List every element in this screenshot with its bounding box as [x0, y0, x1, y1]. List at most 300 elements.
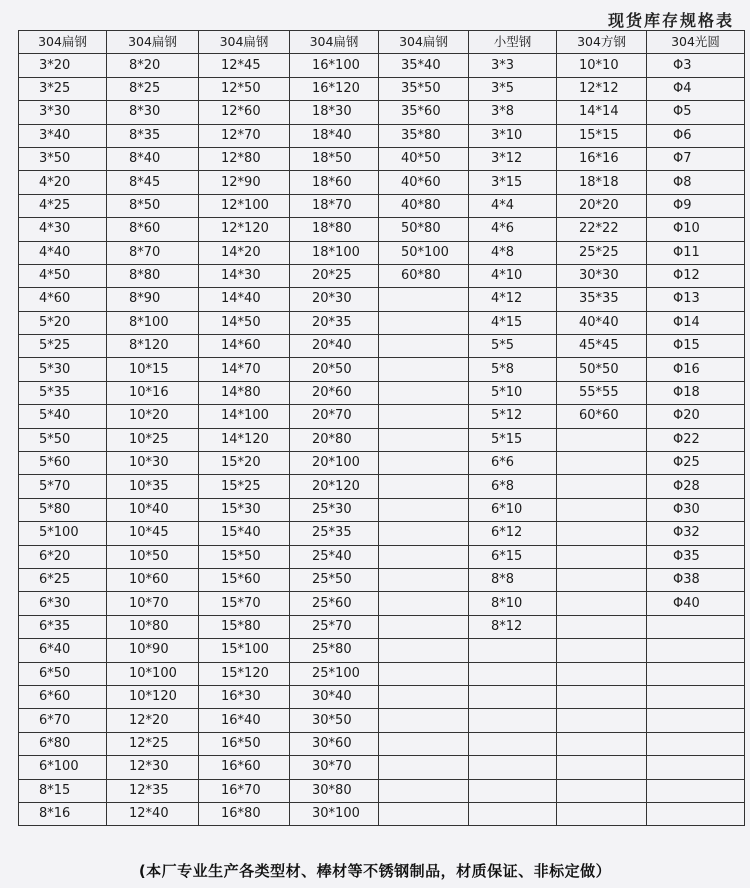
table-cell: Φ4 [647, 77, 745, 100]
table-cell [379, 311, 469, 334]
table-cell [557, 709, 647, 732]
table-cell: 35*50 [379, 77, 469, 100]
table-cell: 12*60 [199, 101, 290, 124]
table-cell: 45*45 [557, 335, 647, 358]
table-cell: 18*60 [290, 171, 379, 194]
table-cell [379, 405, 469, 428]
table-cell: 22*22 [557, 218, 647, 241]
table-cell: 18*30 [290, 101, 379, 124]
table-cell [469, 802, 557, 825]
table-cell: 40*60 [379, 171, 469, 194]
table-cell: 14*100 [199, 405, 290, 428]
table-cell: 8*100 [107, 311, 199, 334]
table-cell [379, 662, 469, 685]
table-cell: 25*30 [290, 498, 379, 521]
table-cell [469, 639, 557, 662]
column-header: 304方钢 [557, 31, 647, 54]
table-cell: 16*16 [557, 147, 647, 170]
table-cell: 3*30 [19, 101, 107, 124]
table-row [19, 428, 745, 451]
table-cell: 15*70 [199, 592, 290, 615]
table-cell [469, 662, 557, 685]
table-cell [379, 639, 469, 662]
table-cell: 8*25 [107, 77, 199, 100]
table-cell: 6*20 [19, 545, 107, 568]
table-cell [379, 358, 469, 381]
table-cell: 4*25 [19, 194, 107, 217]
table-row [19, 802, 745, 825]
table-cell: Φ25 [647, 452, 745, 475]
table-cell: 16*50 [199, 732, 290, 755]
table-cell: 14*30 [199, 264, 290, 287]
table-cell: 10*60 [107, 568, 199, 591]
table-row [19, 124, 745, 147]
table-row [19, 545, 745, 568]
table-cell: 20*30 [290, 288, 379, 311]
table-cell: 4*15 [469, 311, 557, 334]
table-cell: Φ35 [647, 545, 745, 568]
table-cell [557, 568, 647, 591]
table-cell: 16*120 [290, 77, 379, 100]
table-cell [379, 475, 469, 498]
table-row [19, 171, 745, 194]
table-cell: 25*80 [290, 639, 379, 662]
table-cell: 10*40 [107, 498, 199, 521]
table-cell: 3*25 [19, 77, 107, 100]
table-cell [379, 802, 469, 825]
table-cell [557, 756, 647, 779]
table-cell: 15*120 [199, 662, 290, 685]
table-cell: 4*50 [19, 264, 107, 287]
table-cell: 4*10 [469, 264, 557, 287]
table-cell: 4*20 [19, 171, 107, 194]
table-cell: Φ28 [647, 475, 745, 498]
table-row [19, 685, 745, 708]
table-cell [379, 545, 469, 568]
table-cell: 10*16 [107, 381, 199, 404]
table-cell: 60*60 [557, 405, 647, 428]
table-cell: 3*5 [469, 77, 557, 100]
table-cell: 5*50 [19, 428, 107, 451]
table-cell [379, 522, 469, 545]
table-cell: 5*70 [19, 475, 107, 498]
table-row [19, 709, 745, 732]
table-cell: Φ11 [647, 241, 745, 264]
table-cell: 15*80 [199, 615, 290, 638]
table-cell: 18*18 [557, 171, 647, 194]
table-cell: 40*40 [557, 311, 647, 334]
table-cell [647, 756, 745, 779]
table-cell: 40*50 [379, 147, 469, 170]
table-cell: 15*60 [199, 568, 290, 591]
table-cell: 12*20 [107, 709, 199, 732]
table-row [19, 568, 745, 591]
table-cell [647, 662, 745, 685]
table-cell: 5*25 [19, 335, 107, 358]
table-cell [557, 732, 647, 755]
table-cell: 30*100 [290, 802, 379, 825]
table-cell: 5*60 [19, 452, 107, 475]
table-cell: 20*25 [290, 264, 379, 287]
table-cell [557, 615, 647, 638]
table-row [19, 311, 745, 334]
table-cell: 20*20 [557, 194, 647, 217]
table-cell: 5*8 [469, 358, 557, 381]
table-cell: 10*70 [107, 592, 199, 615]
table-cell: 18*100 [290, 241, 379, 264]
table-cell: 16*60 [199, 756, 290, 779]
table-row [19, 264, 745, 287]
table-cell: Φ9 [647, 194, 745, 217]
table-row [19, 732, 745, 755]
table-cell: 8*12 [469, 615, 557, 638]
table-cell: 14*50 [199, 311, 290, 334]
table-cell: 15*50 [199, 545, 290, 568]
table-cell [379, 685, 469, 708]
table-cell: 12*12 [557, 77, 647, 100]
table-cell [647, 639, 745, 662]
table-cell: 4*30 [19, 218, 107, 241]
table-cell: 20*60 [290, 381, 379, 404]
table-cell: Φ5 [647, 101, 745, 124]
table-cell: 5*10 [469, 381, 557, 404]
header-row [19, 31, 745, 54]
table-row [19, 54, 745, 77]
table-cell: 6*60 [19, 685, 107, 708]
table-cell [379, 452, 469, 475]
table-cell [557, 522, 647, 545]
table-cell: 14*20 [199, 241, 290, 264]
table-cell: 4*8 [469, 241, 557, 264]
table-cell: 5*35 [19, 381, 107, 404]
table-cell: 6*70 [19, 709, 107, 732]
table-cell: 10*30 [107, 452, 199, 475]
table-row [19, 475, 745, 498]
table-cell: 5*30 [19, 358, 107, 381]
table-cell: 8*10 [469, 592, 557, 615]
table-cell: 30*70 [290, 756, 379, 779]
table-cell: 3*50 [19, 147, 107, 170]
table-cell: 16*70 [199, 779, 290, 802]
table-cell: 50*50 [557, 358, 647, 381]
table-cell [379, 428, 469, 451]
table-cell: 14*40 [199, 288, 290, 311]
table-cell: 3*10 [469, 124, 557, 147]
table-cell: 3*8 [469, 101, 557, 124]
table-row [19, 194, 745, 217]
table-cell [379, 615, 469, 638]
table-cell: 3*3 [469, 54, 557, 77]
table-cell: 5*100 [19, 522, 107, 545]
table-cell: 30*40 [290, 685, 379, 708]
table-cell [379, 568, 469, 591]
table-cell [557, 779, 647, 802]
table-cell: Φ8 [647, 171, 745, 194]
table-cell [379, 779, 469, 802]
table-cell: 30*80 [290, 779, 379, 802]
table-cell: 8*30 [107, 101, 199, 124]
column-header: 304扁钢 [107, 31, 199, 54]
table-cell: 50*100 [379, 241, 469, 264]
table-cell: 15*15 [557, 124, 647, 147]
column-header: 304光圆 [647, 31, 745, 54]
table-cell: 10*90 [107, 639, 199, 662]
table-cell: 40*80 [379, 194, 469, 217]
table-row [19, 452, 745, 475]
table-cell [647, 615, 745, 638]
table-cell: 8*35 [107, 124, 199, 147]
table-cell [379, 709, 469, 732]
table-cell [647, 685, 745, 708]
table-cell [557, 498, 647, 521]
table-cell [647, 732, 745, 755]
table-cell: 5*40 [19, 405, 107, 428]
table-cell: 12*120 [199, 218, 290, 241]
table-cell: 12*90 [199, 171, 290, 194]
table-cell: 35*40 [379, 54, 469, 77]
table-cell [469, 709, 557, 732]
table-cell: 15*100 [199, 639, 290, 662]
table-row [19, 592, 745, 615]
table-cell: 20*100 [290, 452, 379, 475]
table-cell: Φ40 [647, 592, 745, 615]
table-row [19, 77, 745, 100]
table-cell [647, 709, 745, 732]
table-cell: 6*50 [19, 662, 107, 685]
table-row [19, 358, 745, 381]
table-cell: 20*35 [290, 311, 379, 334]
table-cell: 8*15 [19, 779, 107, 802]
table-cell: 12*45 [199, 54, 290, 77]
table-row [19, 498, 745, 521]
table-cell: Φ16 [647, 358, 745, 381]
spec-table [18, 30, 745, 826]
table-cell: 10*50 [107, 545, 199, 568]
table-cell: 25*100 [290, 662, 379, 685]
table-cell [469, 685, 557, 708]
table-cell: 25*60 [290, 592, 379, 615]
table-cell: 8*20 [107, 54, 199, 77]
table-cell: 8*120 [107, 335, 199, 358]
table-cell: 6*25 [19, 568, 107, 591]
table-cell: 8*60 [107, 218, 199, 241]
table-cell [469, 756, 557, 779]
table-cell: 25*35 [290, 522, 379, 545]
table-cell [379, 335, 469, 358]
table-cell: 3*12 [469, 147, 557, 170]
table-cell: 4*12 [469, 288, 557, 311]
table-cell: Φ30 [647, 498, 745, 521]
table-cell: 4*4 [469, 194, 557, 217]
table-cell [469, 732, 557, 755]
table-cell: 10*80 [107, 615, 199, 638]
table-cell [557, 685, 647, 708]
table-cell: 14*60 [199, 335, 290, 358]
table-cell: 20*70 [290, 405, 379, 428]
table-cell: 16*80 [199, 802, 290, 825]
column-header: 小型钢 [469, 31, 557, 54]
table-cell: 8*50 [107, 194, 199, 217]
table-cell: 20*50 [290, 358, 379, 381]
table-row [19, 218, 745, 241]
table-cell: 30*30 [557, 264, 647, 287]
table-cell: Φ20 [647, 405, 745, 428]
table-cell: 5*15 [469, 428, 557, 451]
table-cell: 3*20 [19, 54, 107, 77]
table-cell: 6*40 [19, 639, 107, 662]
table-cell: 6*8 [469, 475, 557, 498]
table-cell: 14*120 [199, 428, 290, 451]
table-cell: 30*60 [290, 732, 379, 755]
table-cell: 20*40 [290, 335, 379, 358]
table-cell: 8*70 [107, 241, 199, 264]
table-cell: 16*100 [290, 54, 379, 77]
footer-note: (本厂专业生产各类型材、棒材等不锈钢制品，材质保证、非标定做） [138, 862, 612, 880]
table-cell: 4*6 [469, 218, 557, 241]
column-header: 304扁钢 [290, 31, 379, 54]
column-header: 304扁钢 [379, 31, 469, 54]
table-cell: 6*35 [19, 615, 107, 638]
table-cell: Φ7 [647, 147, 745, 170]
table-cell: 3*40 [19, 124, 107, 147]
table-cell: 12*70 [199, 124, 290, 147]
table-cell: 6*15 [469, 545, 557, 568]
table-cell: 18*50 [290, 147, 379, 170]
table-cell: 8*80 [107, 264, 199, 287]
table-cell: 14*80 [199, 381, 290, 404]
table-cell: 8*45 [107, 171, 199, 194]
table-cell: 18*70 [290, 194, 379, 217]
table-cell: 55*55 [557, 381, 647, 404]
table-cell: 4*60 [19, 288, 107, 311]
column-header: 304扁钢 [199, 31, 290, 54]
table-cell: 10*20 [107, 405, 199, 428]
document-title: 现货库存规格表 [607, 11, 734, 30]
table-cell: Φ12 [647, 264, 745, 287]
table-cell: Φ22 [647, 428, 745, 451]
table-cell [647, 779, 745, 802]
table-cell: 6*80 [19, 732, 107, 755]
table-cell: 25*40 [290, 545, 379, 568]
column-header: 304扁钢 [19, 31, 107, 54]
table-cell: 10*100 [107, 662, 199, 685]
table-cell: 8*8 [469, 568, 557, 591]
table-cell: 15*20 [199, 452, 290, 475]
table-cell: 10*35 [107, 475, 199, 498]
table-cell: Φ15 [647, 335, 745, 358]
table-row [19, 779, 745, 802]
table-cell [557, 475, 647, 498]
table-row [19, 335, 745, 358]
table-cell: Φ18 [647, 381, 745, 404]
table-cell: 5*20 [19, 311, 107, 334]
table-row [19, 288, 745, 311]
table-cell: 6*30 [19, 592, 107, 615]
table-row [19, 381, 745, 404]
table-cell: 15*40 [199, 522, 290, 545]
table-cell: 12*50 [199, 77, 290, 100]
table-cell: Φ3 [647, 54, 745, 77]
table-cell: 5*80 [19, 498, 107, 521]
table-cell: 20*120 [290, 475, 379, 498]
table-cell: 3*15 [469, 171, 557, 194]
table-cell: 12*30 [107, 756, 199, 779]
table-cell [469, 779, 557, 802]
table-row [19, 101, 745, 124]
table-cell: 10*120 [107, 685, 199, 708]
table-cell [379, 288, 469, 311]
table-cell [557, 802, 647, 825]
table-cell: 15*25 [199, 475, 290, 498]
table-cell: 6*6 [469, 452, 557, 475]
table-row [19, 241, 745, 264]
table-cell [379, 381, 469, 404]
table-cell: 10*25 [107, 428, 199, 451]
table-cell: 60*80 [379, 264, 469, 287]
table-cell [557, 662, 647, 685]
table-cell: 10*45 [107, 522, 199, 545]
table-cell [379, 592, 469, 615]
table-cell: 25*70 [290, 615, 379, 638]
table-cell: 5*5 [469, 335, 557, 358]
table-row [19, 662, 745, 685]
table-cell: 30*50 [290, 709, 379, 732]
table-cell [379, 498, 469, 521]
table-cell: 25*25 [557, 241, 647, 264]
table-cell: 6*100 [19, 756, 107, 779]
table-cell [557, 452, 647, 475]
table-cell: Φ6 [647, 124, 745, 147]
table-cell [557, 639, 647, 662]
table-cell: 6*12 [469, 522, 557, 545]
spec-sheet [18, 30, 744, 826]
table-cell: 14*14 [557, 101, 647, 124]
table-row [19, 147, 745, 170]
spec-table-body [19, 54, 745, 826]
table-row [19, 615, 745, 638]
table-cell: 35*35 [557, 288, 647, 311]
table-row [19, 405, 745, 428]
table-cell: 8*40 [107, 147, 199, 170]
table-cell: 12*40 [107, 802, 199, 825]
table-cell: 16*30 [199, 685, 290, 708]
table-cell: 6*10 [469, 498, 557, 521]
table-cell: 18*40 [290, 124, 379, 147]
table-cell [557, 592, 647, 615]
table-cell: Φ32 [647, 522, 745, 545]
table-cell: Φ10 [647, 218, 745, 241]
table-cell: 16*40 [199, 709, 290, 732]
table-cell: 5*12 [469, 405, 557, 428]
table-cell: Φ14 [647, 311, 745, 334]
table-cell [557, 545, 647, 568]
table-cell: 4*40 [19, 241, 107, 264]
table-cell: 10*10 [557, 54, 647, 77]
table-cell: 50*80 [379, 218, 469, 241]
table-cell: 20*80 [290, 428, 379, 451]
table-cell: 8*90 [107, 288, 199, 311]
table-cell: 8*16 [19, 802, 107, 825]
table-row [19, 639, 745, 662]
table-row [19, 522, 745, 545]
table-cell [379, 732, 469, 755]
table-cell: 14*70 [199, 358, 290, 381]
table-cell: 35*60 [379, 101, 469, 124]
table-cell: 35*80 [379, 124, 469, 147]
table-cell [379, 756, 469, 779]
table-cell: 18*80 [290, 218, 379, 241]
table-cell: 10*15 [107, 358, 199, 381]
